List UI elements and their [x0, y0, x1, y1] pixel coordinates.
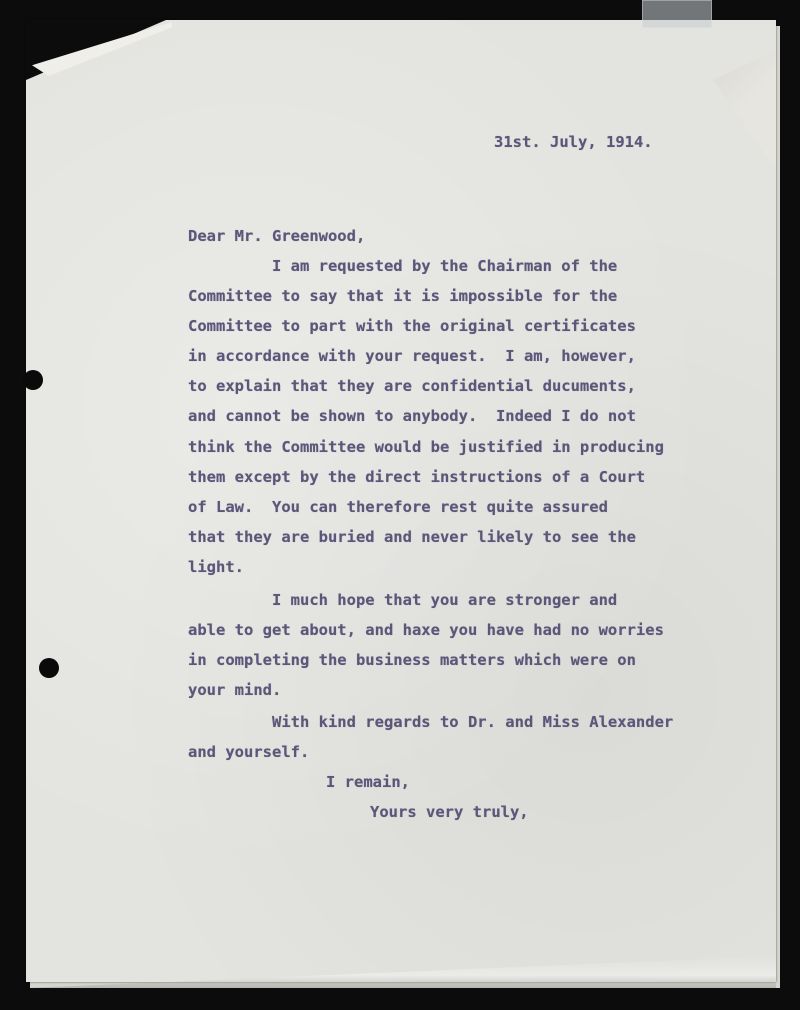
body-line: and cannot be shown to anybody. Indeed I do not	[188, 407, 636, 425]
body-line: able to get about, and haxe you have had no worries	[188, 621, 664, 639]
body-line: and yourself.	[188, 743, 310, 761]
body-line: to explain that they are confidential ducuments,	[188, 377, 636, 395]
body-line: your mind.	[188, 681, 282, 699]
body-line: I am requested by the Chairman of the	[188, 257, 618, 275]
body-line: Committee to say that it is impossible for the	[188, 287, 618, 305]
body-line: in completing the business matters which were on	[188, 651, 636, 669]
body-line: With kind regards to Dr. and Miss Alexander	[188, 713, 674, 731]
body-line: I much hope that you are stronger and	[188, 591, 618, 609]
body-line: that they are buried and never likely to see the	[188, 528, 636, 546]
body-line: light.	[188, 558, 244, 576]
letter-date: 31st. July, 1914.	[494, 133, 653, 151]
body-line: of Law. You can therefore rest quite assured	[188, 498, 608, 516]
body-line: in accordance with your request. I am, however,	[188, 347, 636, 365]
closing-line: I remain,	[326, 773, 410, 791]
body-line: Committee to part with the original certificates	[188, 317, 636, 335]
salutation: Dear Mr. Greenwood,	[188, 227, 366, 245]
body-line: them except by the direct instructions of a Court	[188, 468, 646, 486]
body-line: think the Committee would be justified in producing	[188, 438, 664, 456]
sign-off: Yours very truly,	[370, 803, 529, 821]
